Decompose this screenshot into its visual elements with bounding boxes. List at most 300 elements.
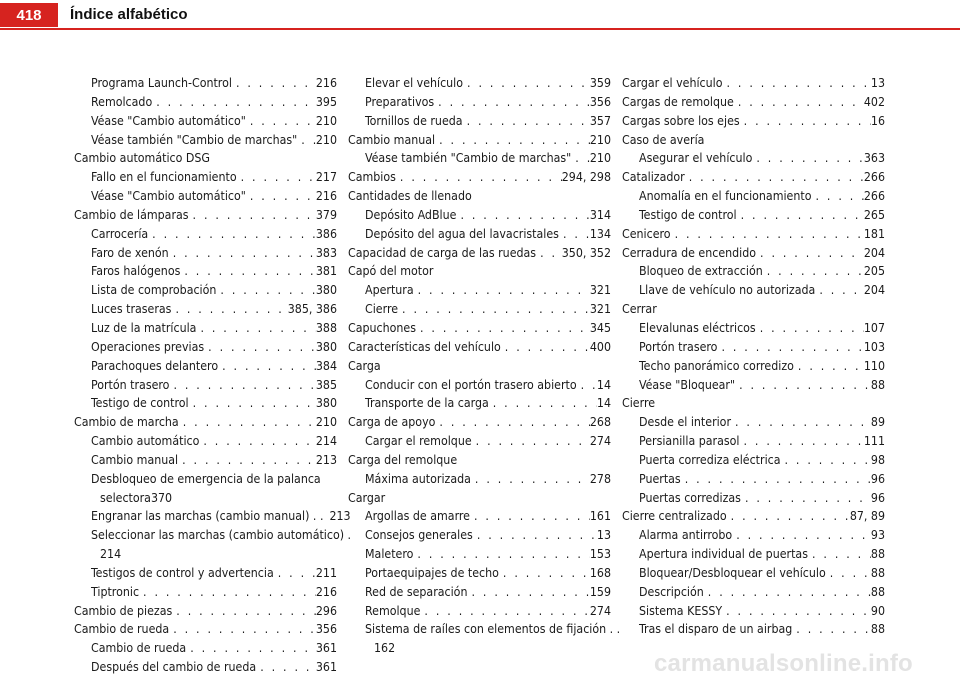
dot-leader — [297, 131, 316, 150]
dot-leader — [463, 112, 590, 131]
index-entry — [622, 225, 885, 244]
dot-leader — [216, 281, 315, 300]
watermark: carmanualsonline.info — [654, 650, 913, 677]
dot-leader — [536, 244, 562, 263]
dot-leader — [274, 564, 316, 583]
index-subentry — [622, 564, 885, 583]
header-divider — [0, 28, 960, 30]
dot-leader — [727, 507, 850, 526]
entry-text: Véase también "Cambio de marchas" — [365, 151, 572, 166]
dot-leader — [169, 376, 315, 395]
page-title: Índice alfabético — [70, 6, 188, 23]
dot-leader — [811, 187, 863, 206]
page-ref: 13 — [870, 76, 885, 90]
index-subentry — [74, 168, 337, 187]
entry-text: Después del cambio de rueda — [91, 660, 257, 675]
index-entry — [348, 413, 611, 432]
page-ref: 278 — [589, 471, 611, 486]
index-column-3 — [622, 74, 885, 639]
index-subentry — [74, 376, 337, 395]
dot-leader — [139, 583, 316, 602]
index-subentry — [622, 470, 885, 489]
page-ref: 384 — [315, 358, 337, 373]
entry-text: Luces traseras — [91, 302, 172, 317]
page-ref: 296 — [315, 603, 337, 618]
entry-continuation-text: 214 — [100, 547, 122, 562]
entry-text: Cambio de marcha — [74, 415, 179, 430]
index-subentry — [348, 602, 611, 621]
page-ref: 210 — [589, 132, 611, 147]
entry-text: Anomalía en el funcionamiento — [639, 189, 812, 204]
page-ref: 266 — [863, 170, 885, 185]
dot-leader — [756, 319, 864, 338]
index-subentry — [74, 357, 337, 376]
page-ref: 385 — [315, 377, 337, 392]
page-ref: 96 — [870, 490, 885, 505]
entry-text: Red de separación — [365, 584, 468, 599]
index-subentry — [74, 583, 337, 602]
index-entry — [348, 319, 611, 338]
index-entry — [348, 168, 611, 187]
dot-leader — [732, 526, 871, 545]
dot-leader — [232, 74, 316, 93]
index-subentry — [348, 394, 611, 413]
index-entry — [622, 112, 885, 131]
entry-text: Cierre — [365, 302, 399, 317]
index-subentry — [74, 319, 337, 338]
dot-leader — [756, 244, 864, 263]
dot-leader — [722, 602, 871, 621]
index-subentry — [348, 583, 611, 602]
entry-text: Portón trasero — [91, 377, 170, 392]
entry-text: Preparativos — [365, 94, 435, 109]
entry-text: Consejos generales — [365, 528, 473, 543]
dot-leader — [735, 376, 871, 395]
index-heading: Caso de avería — [622, 132, 705, 147]
index-column-1 — [74, 74, 352, 677]
index-entry — [348, 244, 611, 263]
dot-leader — [186, 639, 316, 658]
entry-text: Véase "Cambio automático" — [91, 113, 246, 128]
dot-leader — [815, 281, 864, 300]
dot-leader — [434, 93, 590, 112]
entry-text: Sistema KESSY — [639, 603, 723, 618]
dot-leader — [781, 451, 871, 470]
dot-leader — [398, 300, 590, 319]
entry-text: Llave de vehículo no autorizada — [639, 283, 816, 298]
page-ref: 268 — [589, 415, 611, 430]
page-ref: 380 — [315, 396, 337, 411]
index-subentry — [74, 244, 337, 263]
index-subentry — [74, 451, 337, 470]
index-entry — [74, 602, 337, 621]
page-ref: 211 — [315, 565, 337, 580]
entry-text: Operaciones previas — [91, 339, 205, 354]
page-ref: 321 — [589, 283, 611, 298]
index-entry — [622, 244, 885, 263]
dot-leader — [470, 507, 590, 526]
page-ref: 88 — [870, 377, 885, 392]
entry-text: Cerradura de encendido — [622, 245, 757, 260]
page-ref: 380 — [315, 283, 337, 298]
page-ref: 214 — [315, 434, 337, 449]
entry-text: Conducir con el portón trasero abierto — [365, 377, 577, 392]
entry-continuation — [365, 639, 611, 658]
entry-text: Parachoques delantero — [91, 358, 219, 373]
page-ref: 14 — [596, 396, 611, 411]
index-heading: Cantidades de llenado — [348, 189, 472, 204]
entry-text: Carrocería — [91, 226, 149, 241]
entry-text: Asegurar el vehículo — [639, 151, 753, 166]
page-ref: 266 — [863, 189, 885, 204]
page-ref: 361 — [315, 641, 337, 656]
index-subentry — [622, 489, 885, 508]
page-number-badge: 418 — [0, 3, 58, 27]
index-heading: Cambio automático DSG — [74, 151, 211, 166]
index-subentry — [348, 93, 611, 112]
page-ref: 210 — [315, 132, 337, 147]
index-subentry — [74, 432, 337, 451]
dot-leader — [739, 432, 863, 451]
dot-leader — [463, 74, 590, 93]
entry-text: Remolcado — [91, 94, 153, 109]
index-entry — [348, 338, 611, 357]
entry-text: Faros halógenos — [91, 264, 181, 279]
index-subentry — [348, 225, 611, 244]
page-ref: 93 — [870, 528, 885, 543]
entry-text: Maletero — [365, 547, 414, 562]
dot-leader — [571, 149, 590, 168]
dot-leader — [467, 583, 589, 602]
entry-text: Engranar las marchas (cambio manual) . . — [91, 509, 324, 524]
page-ref: 216 — [315, 76, 337, 90]
index-subentry — [74, 93, 337, 112]
entry-text: Portón trasero — [639, 339, 718, 354]
dot-leader — [416, 319, 590, 338]
dot-leader — [246, 112, 316, 131]
page-ref: 359 — [589, 76, 611, 90]
entry-text: Argollas de amarre — [365, 509, 470, 524]
page-ref: 385, 386 — [287, 302, 337, 317]
entry-first-line — [91, 470, 337, 489]
page-ref: 103 — [863, 339, 885, 354]
entry-text: Elevar el vehículo — [365, 76, 464, 90]
entry-text: Véase también "Cambio de marchas" — [91, 132, 298, 147]
entry-first-line — [365, 620, 621, 639]
page-ref: 210 — [589, 151, 611, 166]
index-subentry — [348, 206, 611, 225]
dot-leader — [794, 357, 864, 376]
page-ref: 383 — [315, 245, 337, 260]
entry-text: Cambio de lámparas — [74, 207, 189, 222]
entry-text: Remolque — [365, 603, 421, 618]
index-subentry — [348, 545, 611, 564]
entry-first-line — [91, 526, 352, 545]
index-subentry — [74, 187, 337, 206]
entry-text: Tornillos de rueda — [365, 113, 463, 128]
index-subentry — [622, 338, 885, 357]
entry-text: Cambio de piezas — [74, 603, 173, 618]
index-subentry — [622, 357, 885, 376]
dot-leader — [681, 470, 871, 489]
entry-text: Lista de comprobación — [91, 283, 217, 298]
index-heading: Cargar — [348, 490, 386, 505]
entry-text: Cambio automático — [91, 434, 200, 449]
entry-text: Luz de la matrícula — [91, 320, 197, 335]
index-subentry — [622, 206, 885, 225]
page-ref: 370 — [150, 490, 173, 505]
entry-text: Seleccionar las marchas (cambio automático) . — [91, 528, 352, 543]
entry-text: Cambio de rueda — [74, 622, 170, 637]
entry-text: Catalizador — [622, 170, 685, 185]
page-ref: 379 — [315, 207, 337, 222]
dot-leader — [501, 338, 590, 357]
page-ref: 274 — [589, 434, 611, 449]
dot-leader — [152, 93, 316, 112]
index-subentry — [74, 300, 337, 319]
entry-text: Elevalunas eléctricos — [639, 320, 756, 335]
page-ref: 381 — [315, 264, 337, 279]
dot-leader — [734, 93, 864, 112]
entry-text: Puerta corrediza eléctrica — [639, 452, 781, 467]
page-ref: 89 — [870, 415, 885, 430]
dot-leader — [741, 489, 871, 508]
index-subentry — [74, 262, 337, 281]
page-ref: 111 — [863, 434, 885, 449]
page-ref: 216 — [315, 189, 337, 204]
index-heading: Cerrar — [622, 302, 657, 317]
entry-text: Capacidad de carga de las ruedas — [348, 245, 537, 260]
index-entry-wrapped — [74, 526, 352, 564]
dot-leader — [685, 168, 864, 187]
index-subentry — [622, 620, 885, 639]
page-ref: 16 — [870, 113, 885, 128]
page-ref: 356 — [589, 94, 611, 109]
page-ref: 88 — [870, 547, 885, 562]
entry-text: Portaequipajes de techo — [365, 565, 499, 580]
dot-leader — [737, 206, 864, 225]
dot-leader — [420, 602, 589, 621]
page-ref: 205 — [863, 264, 885, 279]
page-ref: 168 — [589, 565, 611, 580]
entry-continuation — [91, 489, 337, 508]
page-ref: 357 — [589, 113, 611, 128]
dot-leader — [704, 583, 871, 602]
entry-text: Véase "Cambio automático" — [91, 189, 246, 204]
entry-text: Testigo de control — [639, 207, 737, 222]
dot-leader — [808, 545, 871, 564]
page-ref: 363 — [863, 151, 885, 166]
entry-text: Cambio manual — [91, 452, 179, 467]
dot-leader — [196, 319, 315, 338]
dot-leader — [577, 376, 597, 395]
page-ref: 402 — [863, 94, 885, 109]
entry-text: Cenicero — [622, 226, 671, 241]
dot-leader — [826, 564, 871, 583]
page-ref: 88 — [870, 622, 885, 637]
entry-text: Máxima autorizada — [365, 471, 471, 486]
dot-leader — [473, 526, 597, 545]
page-ref: 98 — [870, 452, 885, 467]
page-ref: 210 — [315, 113, 337, 128]
entry-text: Programa Launch-Control — [91, 76, 232, 90]
entry-text: Apertura — [365, 283, 414, 298]
index-subentry — [348, 74, 611, 93]
index-entry — [622, 93, 885, 112]
page-ref: 356 — [315, 622, 337, 637]
index-heading: Capó del motor — [348, 264, 434, 279]
page-ref: 361 — [315, 660, 337, 675]
dot-leader — [740, 112, 871, 131]
index-heading: Carga del remolque — [348, 452, 458, 467]
page-ref: 217 — [315, 170, 337, 185]
index-subentry — [74, 564, 337, 583]
dot-leader — [752, 149, 864, 168]
index-entry — [348, 131, 611, 150]
page-ref: 294, 298 — [561, 170, 611, 185]
entry-continuation-text: 162 — [374, 641, 396, 656]
dot-leader — [246, 187, 316, 206]
index-subentry — [348, 112, 611, 131]
dot-leader — [763, 262, 864, 281]
page-ref: 153 — [589, 547, 611, 562]
page-ref: 134 — [589, 226, 611, 241]
index-entry — [74, 413, 337, 432]
page-ref: 90 — [870, 603, 885, 618]
entry-text: Cambio de rueda — [91, 641, 187, 656]
entry-continuation-text: selectora — [100, 490, 151, 505]
page-ref: 265 — [863, 207, 885, 222]
index-subentry — [622, 149, 885, 168]
page-ref: 400 — [589, 339, 611, 354]
entry-text: Persianilla parasol — [639, 434, 740, 449]
page-ref: 386 — [315, 226, 337, 241]
page-ref: 321 — [589, 302, 611, 317]
dot-leader — [237, 168, 316, 187]
dot-leader — [189, 394, 316, 413]
dot-leader — [204, 338, 316, 357]
entry-text: Características del vehículo — [348, 339, 501, 354]
index-subentry — [348, 507, 611, 526]
entry-text: Puertas — [639, 471, 681, 486]
index-subentry — [622, 319, 885, 338]
index-subentry — [622, 545, 885, 564]
dot-leader — [199, 432, 316, 451]
dot-leader — [717, 338, 863, 357]
page-ref: 107 — [863, 320, 885, 335]
index-subentry — [348, 432, 611, 451]
entry-text: Cargar el remolque — [365, 434, 472, 449]
page-ref: 181 — [863, 226, 885, 241]
dot-leader — [435, 413, 589, 432]
dot-leader — [180, 262, 316, 281]
entry-text: Transporte de la carga — [365, 396, 489, 411]
index-subentry — [622, 376, 885, 395]
entry-text: Bloqueo de extracción — [639, 264, 763, 279]
entry-text: Véase "Bloquear" — [639, 377, 736, 392]
index-subentry — [74, 394, 337, 413]
dot-leader — [218, 357, 316, 376]
index-subentry — [622, 281, 885, 300]
dot-leader — [171, 300, 287, 319]
page-ref: 159 — [589, 584, 611, 599]
entry-text: Cargar el vehículo — [622, 76, 723, 90]
page-ref: 204 — [863, 283, 885, 298]
page-ref: 314 — [589, 207, 611, 222]
index-subentry — [348, 376, 611, 395]
index-heading: Carga — [348, 358, 381, 373]
index-subentry — [622, 602, 885, 621]
index-entry — [74, 206, 337, 225]
dot-leader — [172, 602, 316, 621]
index-subentry — [74, 131, 337, 150]
page-ref: 213 — [329, 509, 351, 524]
dot-leader — [435, 131, 590, 150]
entry-text: Testigos de control y advertencia — [91, 565, 274, 580]
entry-text: Desde el interior — [639, 415, 731, 430]
page-ref: 87, 89 — [849, 509, 885, 524]
dot-leader — [413, 545, 589, 564]
entry-text: Desbloqueo de emergencia de la palanca — [91, 471, 321, 486]
index-subentry — [74, 507, 351, 526]
index-subentry — [348, 470, 611, 489]
dot-leader — [256, 658, 316, 677]
dot-leader — [179, 413, 316, 432]
page-ref: 213 — [315, 452, 337, 467]
entry-text: Alarma antirrobo — [639, 528, 733, 543]
entry-text: Apertura individual de puertas — [639, 547, 808, 562]
index-subentry — [348, 300, 611, 319]
dot-leader — [792, 620, 871, 639]
page-ref: 388 — [315, 320, 337, 335]
index-entry-wrapped — [74, 470, 337, 508]
page-ref: 210 — [315, 415, 337, 430]
entry-text: Bloquear/Desbloquear el vehículo — [639, 565, 826, 580]
index-subentry — [74, 281, 337, 300]
index-subentry — [348, 281, 611, 300]
page-ref: 274 — [589, 603, 611, 618]
index-subentry — [622, 451, 885, 470]
entry-text: Cambio manual — [348, 132, 436, 147]
index-entry — [622, 507, 885, 526]
index-entry — [74, 620, 337, 639]
index-subentry — [622, 187, 885, 206]
index-subentry — [74, 112, 337, 131]
index-subentry — [622, 262, 885, 281]
index-subentry — [348, 149, 611, 168]
dot-leader — [189, 206, 316, 225]
page-ref: 96 — [870, 471, 885, 486]
entry-continuation — [91, 545, 337, 564]
entry-text: Cargas sobre los ejes — [622, 113, 740, 128]
page-ref: 110 — [863, 358, 885, 373]
dot-leader — [169, 244, 316, 263]
page-ref: 380 — [315, 339, 337, 354]
entry-text: Faro de xenón — [91, 245, 169, 260]
entry-text: Carga de apoyo — [348, 415, 436, 430]
page-ref: 14 — [596, 377, 611, 392]
dot-leader — [169, 620, 316, 639]
page-ref: 345 — [589, 320, 611, 335]
entry-text: Depósito AdBlue — [365, 207, 457, 222]
page-ref: 13 — [596, 528, 611, 543]
dot-leader — [731, 413, 871, 432]
page-ref: 204 — [863, 245, 885, 260]
entry-text: Techo panorámico corredizo — [639, 358, 794, 373]
dot-leader — [414, 281, 590, 300]
entry-text: Capuchones — [348, 320, 416, 335]
index-subentry — [74, 658, 337, 677]
